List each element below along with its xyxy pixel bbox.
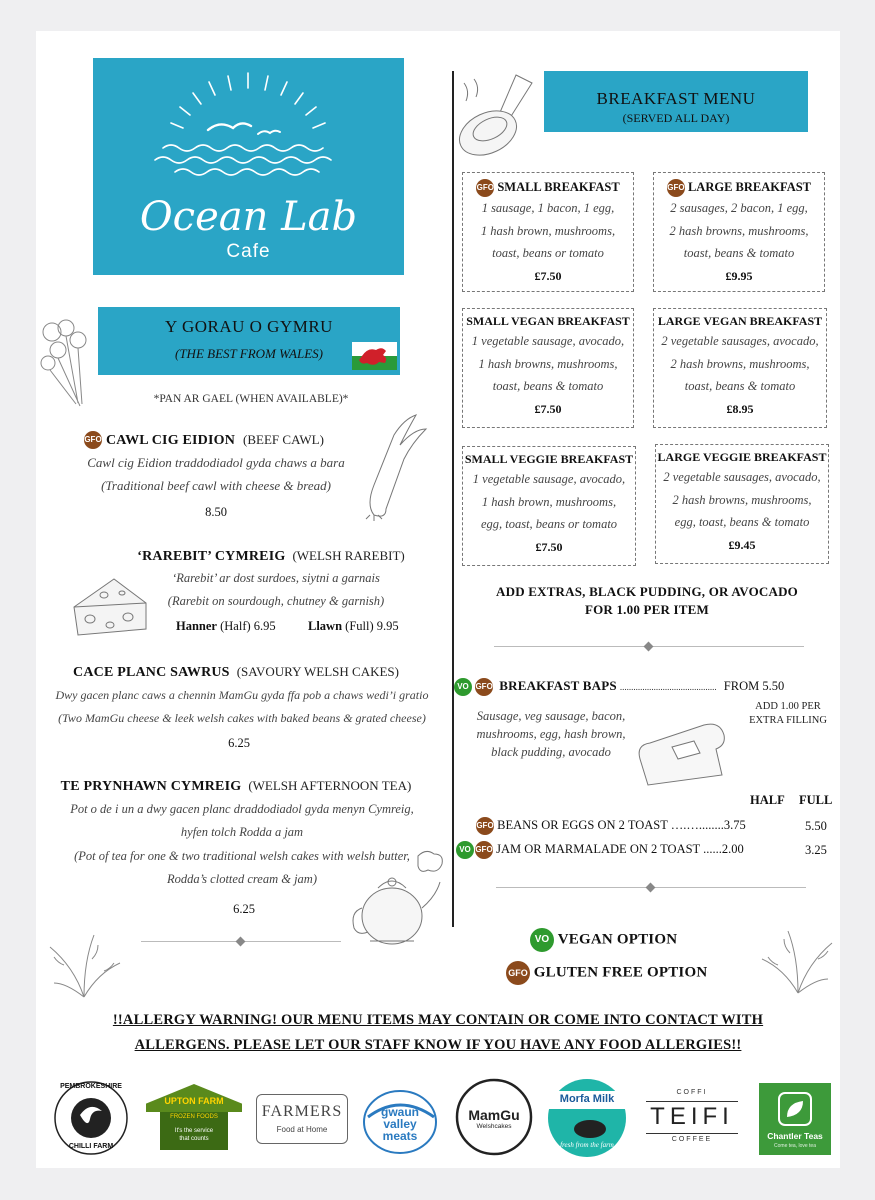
- afternoon-tea-desc-2: hyfen tolch Rodda a jam: [180, 825, 304, 839]
- gfo-badge: GFO: [475, 678, 493, 696]
- frying-pan-sketch-icon: [456, 71, 538, 163]
- rarebit-title: ‘RAREBIT’ CYMREIG: [137, 549, 286, 564]
- welsh-section-header: [98, 307, 400, 375]
- legend-vegan: [530, 928, 677, 952]
- seaweed-right-icon: [756, 913, 838, 995]
- vo-badge: VO: [454, 678, 472, 696]
- beans-eggs-half-price: 3.75: [723, 817, 746, 832]
- baps-desc-1: Sausage, veg sausage, bacon,: [476, 709, 626, 723]
- small-breakfast-box: [462, 172, 634, 292]
- cafe-subtitle: Cafe: [226, 241, 271, 262]
- seaweed-left-icon: [44, 919, 126, 999]
- valley-label: valley: [383, 1117, 417, 1131]
- large-veggie-breakfast-box: [655, 444, 829, 564]
- large-veggie-breakfast-desc-3: egg, toast, beans & tomato: [674, 515, 810, 529]
- rarebit-half-price: [176, 619, 276, 634]
- small-breakfast-desc-1: 1 sausage, 1 bacon, 1 egg,: [481, 201, 615, 216]
- gfo-badge: GFO: [667, 179, 685, 197]
- small-veggie-breakfast-desc-3: egg, toast, beans or tomato: [480, 517, 618, 531]
- farmers-title: FARMERS: [261, 1103, 343, 1120]
- allergy-warning-line-2: ALLERGENS. PLEASE LET OUR STAFF KNOW IF YOU HAVE ANY FOOD ALLERGIES!!: [134, 1037, 742, 1053]
- divider-diamond-icon: [644, 642, 654, 652]
- small-breakfast-label: SMALL BREAKFAST: [497, 180, 620, 194]
- small-vegan-breakfast-desc-2: 1 hash browns, mushrooms,: [478, 356, 618, 371]
- baps-dots: ...........................................: [619, 682, 717, 692]
- chantler-tagline: Come tea, love tea: [774, 1143, 816, 1149]
- welsh-cakes-price: 6.25: [228, 736, 250, 750]
- breakfast-baps-row: [454, 678, 834, 696]
- morfa-subtitle: fresh from the farm: [560, 1141, 614, 1149]
- gfo-badge: GFO: [506, 961, 530, 985]
- welsh-header-subtitle: (THE BEST FROM WALES): [175, 346, 323, 361]
- meats-label: meats: [382, 1129, 418, 1143]
- gfo-badge: GFO: [475, 841, 493, 859]
- small-veggie-breakfast-box: [462, 446, 636, 566]
- rarebit-full-value: (Full) 9.95: [345, 619, 399, 633]
- mamgu-subtitle: Welshcakes: [476, 1123, 512, 1130]
- welsh-cakes-desc-english: (Two MamGu cheese & leek welsh cakes with baked beans & grated cheese): [58, 711, 426, 725]
- chantler-teas-logo: [759, 1083, 831, 1155]
- breakfast-section-header: [544, 71, 808, 132]
- large-veggie-breakfast-desc-1: 2 vegetable sausages, avocado,: [663, 470, 821, 484]
- extras-note-1: ADD EXTRAS, BLACK PUDDING, OR AVOCADO: [496, 584, 798, 599]
- divider-diamond-icon: [646, 883, 656, 893]
- jam-half-price: 2.00: [721, 841, 744, 856]
- upton-tagline-1: It's the service: [174, 1128, 214, 1134]
- baps-price: FROM 5.50: [723, 679, 785, 693]
- extras-note-2: FOR 1.00 PER ITEM: [584, 602, 709, 617]
- small-breakfast-title: [463, 178, 633, 197]
- welsh-cakes-title: CACE PLANC SAWRUS: [73, 665, 230, 680]
- breakfast-header-title: BREAKFAST MENU: [596, 89, 756, 108]
- half-column-label: HALF: [750, 793, 785, 807]
- pembrokeshire-chilli-farm-logo: [52, 1079, 130, 1159]
- leek-sketch-icon: [354, 411, 428, 521]
- large-veggie-breakfast-desc-2: 2 hash browns, mushrooms,: [672, 492, 812, 507]
- large-vegan-breakfast-price: £8.95: [726, 401, 754, 416]
- vegan-option-label: VEGAN OPTION: [557, 931, 678, 948]
- large-vegan-breakfast-desc-3: toast, beans & tomato: [684, 379, 796, 393]
- baps-desc-3: black pudding, avocado: [491, 745, 611, 759]
- teifi-rule-bottom: [646, 1133, 738, 1134]
- tea-leaf-icon: [777, 1091, 813, 1127]
- afternoon-tea-title: TE PRYNHAWN CYMREIG: [60, 779, 242, 794]
- large-breakfast-price: £9.95: [725, 268, 753, 283]
- beans-eggs-label: BEANS OR EGGS ON 2 TOAST ….…........: [497, 817, 724, 832]
- welsh-flag-icon: [352, 342, 397, 370]
- menu-item-cawl: [84, 431, 374, 449]
- morfa-title: Morfa Milk: [559, 1093, 615, 1105]
- rarebit-full-price: [308, 619, 399, 634]
- breakfast-header-subtitle: (SERVED ALL DAY): [622, 111, 730, 125]
- small-vegan-breakfast-box: [462, 308, 634, 428]
- menu-item-rarebit: [126, 547, 416, 565]
- afternoon-tea-desc-3: (Pot of tea for one & two traditional welsh cakes with welsh butter,: [74, 849, 410, 863]
- large-veggie-breakfast-title: LARGE VEGGIE BREAKFAST: [657, 450, 827, 464]
- menu-item-afternoon-tea: [36, 777, 436, 795]
- cawl-title: CAWL CIG EIDION: [106, 433, 236, 448]
- morfa-milk-logo: [546, 1077, 628, 1157]
- large-breakfast-title: [654, 178, 824, 197]
- mamgu-title: MamGu: [468, 1107, 520, 1123]
- coffee-label: COFFEE: [671, 1136, 713, 1143]
- rarebit-title-english: (WELSH RAREBIT): [292, 548, 405, 563]
- pembrokeshire-label: PEMBROKESHIRE: [60, 1083, 122, 1090]
- gfo-badge: GFO: [476, 817, 494, 835]
- vo-badge: VO: [530, 928, 554, 952]
- farmers-subtitle: Food at Home: [276, 1125, 328, 1134]
- cheese-sketch-icon: [70, 573, 150, 639]
- toast-sketch-icon: [636, 721, 731, 791]
- large-breakfast-desc-1: 2 sausages, 2 bacon, 1 egg,: [670, 201, 808, 216]
- cawl-title-english: (BEEF CAWL): [243, 432, 324, 447]
- small-breakfast-desc-3: toast, beans or tomato: [492, 246, 604, 261]
- jam-label: JAM OR MARMALADE ON 2 TOAST ......: [496, 841, 722, 856]
- column-divider: [452, 71, 454, 927]
- baps-title: BREAKFAST BAPS: [499, 678, 617, 693]
- gfo-badge: GFO: [476, 179, 494, 197]
- right-divider-1: [494, 646, 804, 647]
- afternoon-tea-price: 6.25: [233, 902, 255, 916]
- large-breakfast-desc-3: toast, beans & tomato: [683, 246, 795, 261]
- full-column-label: FULL: [799, 793, 833, 807]
- large-breakfast-desc-2: 2 hash browns, mushrooms,: [669, 223, 809, 238]
- teifi-title: TEIFI: [650, 1103, 734, 1130]
- large-breakfast-label: LARGE BREAKFAST: [687, 180, 812, 194]
- small-vegan-breakfast-title: SMALL VEGAN BREAKFAST: [466, 314, 630, 328]
- left-divider: [141, 941, 341, 942]
- gluten-free-option-label: GLUTEN FREE OPTION: [533, 964, 708, 981]
- welsh-header-title: Y GORAU O GYMRU: [165, 317, 333, 336]
- flowers-sketch-icon: [38, 318, 98, 410]
- small-vegan-breakfast-desc-1: 1 vegetable sausage, avocado,: [471, 334, 625, 348]
- small-breakfast-desc-2: 1 hash brown, mushrooms,: [480, 223, 616, 238]
- toast-row-beans: [476, 817, 836, 835]
- teifi-rule-top: [646, 1101, 738, 1102]
- coffi-teifi-logo: [640, 1089, 744, 1169]
- menu-item-welsh-cakes: [36, 663, 436, 681]
- cawl-desc-english: (Traditional beef cawl with cheese & bread): [101, 478, 331, 493]
- rarebit-half-value: (Half) 6.95: [220, 619, 276, 633]
- large-vegan-breakfast-desc-1: 2 vegetable sausages, avocado,: [661, 334, 819, 348]
- menu-page: [36, 31, 840, 1168]
- toast-row-jam: [456, 841, 816, 859]
- legend-gluten-free: [506, 961, 707, 985]
- large-vegan-breakfast-box: [653, 308, 827, 428]
- farmers-logo: [256, 1094, 348, 1144]
- right-divider-2: [496, 887, 806, 888]
- afternoon-tea-desc-1: Pot o de i un a dwy gacen planc draddodiadol gyda menyn Cymreig,: [70, 802, 414, 816]
- baps-extra-note-1: ADD 1.00 PER: [755, 701, 821, 712]
- beans-eggs-full-price: 5.50: [805, 819, 827, 833]
- welsh-cakes-desc-welsh: Dwy gacen planc caws a chennin MamGu gyda ffa pob a chaws wedi’i gratio: [55, 688, 429, 702]
- small-veggie-breakfast-desc-2: 1 hash brown, mushrooms,: [481, 494, 617, 509]
- vo-badge: VO: [456, 841, 474, 859]
- gwaun-valley-meats-logo: [362, 1087, 438, 1167]
- upton-title: UPTON FARM: [164, 1096, 224, 1106]
- rarebit-desc-english: (Rarebit on sourdough, chutney & garnish): [167, 594, 385, 608]
- large-vegan-breakfast-desc-2: 2 hash browns, mushrooms,: [670, 356, 810, 371]
- upton-tagline-2: that counts: [179, 1136, 209, 1142]
- gfo-badge: GFO: [84, 431, 102, 449]
- mamgu-logo: [454, 1077, 534, 1157]
- baps-extra-note-2: EXTRA FILLING: [749, 715, 827, 726]
- large-breakfast-box: [653, 172, 825, 292]
- afternoon-tea-title-english: (WELSH AFTERNOON TEA): [248, 778, 412, 793]
- small-veggie-breakfast-price: £7.50: [535, 539, 563, 554]
- small-vegan-breakfast-price: £7.50: [534, 401, 562, 416]
- baps-desc-2: mushrooms, egg, hash brown,: [476, 727, 626, 741]
- cawl-price: 8.50: [205, 505, 227, 519]
- chilli-farm-label: CHILLI FARM: [68, 1143, 114, 1150]
- gwaun-label: gwaun: [381, 1105, 419, 1119]
- availability-note: *PAN AR GAEL (WHEN AVAILABLE)*: [153, 393, 349, 405]
- rarebit-desc-welsh: ‘Rarebit’ ar dost surdoes, siytni a garnais: [172, 571, 380, 585]
- sun-rays-icon: [153, 68, 343, 188]
- coffi-label: COFFI: [676, 1089, 708, 1096]
- rarebit-half-label: Hanner: [176, 619, 217, 633]
- large-vegan-breakfast-title: LARGE VEGAN BREAKFAST: [657, 314, 823, 328]
- rarebit-full-label: Llawn: [308, 619, 343, 633]
- large-veggie-breakfast-price: £9.45: [728, 537, 756, 552]
- cafe-logo: [93, 58, 404, 275]
- divider-diamond-icon: [236, 937, 246, 947]
- small-vegan-breakfast-desc-3: toast, beans & tomato: [492, 379, 604, 393]
- upton-subtitle: FROZEN FOODS: [170, 1114, 218, 1120]
- small-veggie-breakfast-desc-1: 1 vegetable sausage, avocado,: [472, 472, 626, 486]
- teapot-sketch-icon: [348, 846, 448, 954]
- small-veggie-breakfast-title: SMALL VEGGIE BREAKFAST: [464, 452, 634, 466]
- allergy-warning-line-1: !!ALLERGY WARNING! OUR MENU ITEMS MAY CONTAIN OR COME INTO CONTACT WITH: [112, 1012, 764, 1028]
- chantler-title: Chantler Teas: [767, 1131, 823, 1141]
- upton-farm-logo: [146, 1084, 242, 1164]
- small-breakfast-price: £7.50: [534, 268, 562, 283]
- cawl-desc-welsh: Cawl cig Eidion traddodiadol gyda chaws a bara: [87, 455, 345, 470]
- afternoon-tea-desc-4: Rodda’s clotted cream & jam): [167, 872, 317, 886]
- welsh-cakes-title-english: (SAVOURY WELSH CAKES): [236, 664, 399, 679]
- cafe-name: Ocean Lab: [139, 194, 358, 240]
- jam-full-price: 3.25: [805, 843, 827, 857]
